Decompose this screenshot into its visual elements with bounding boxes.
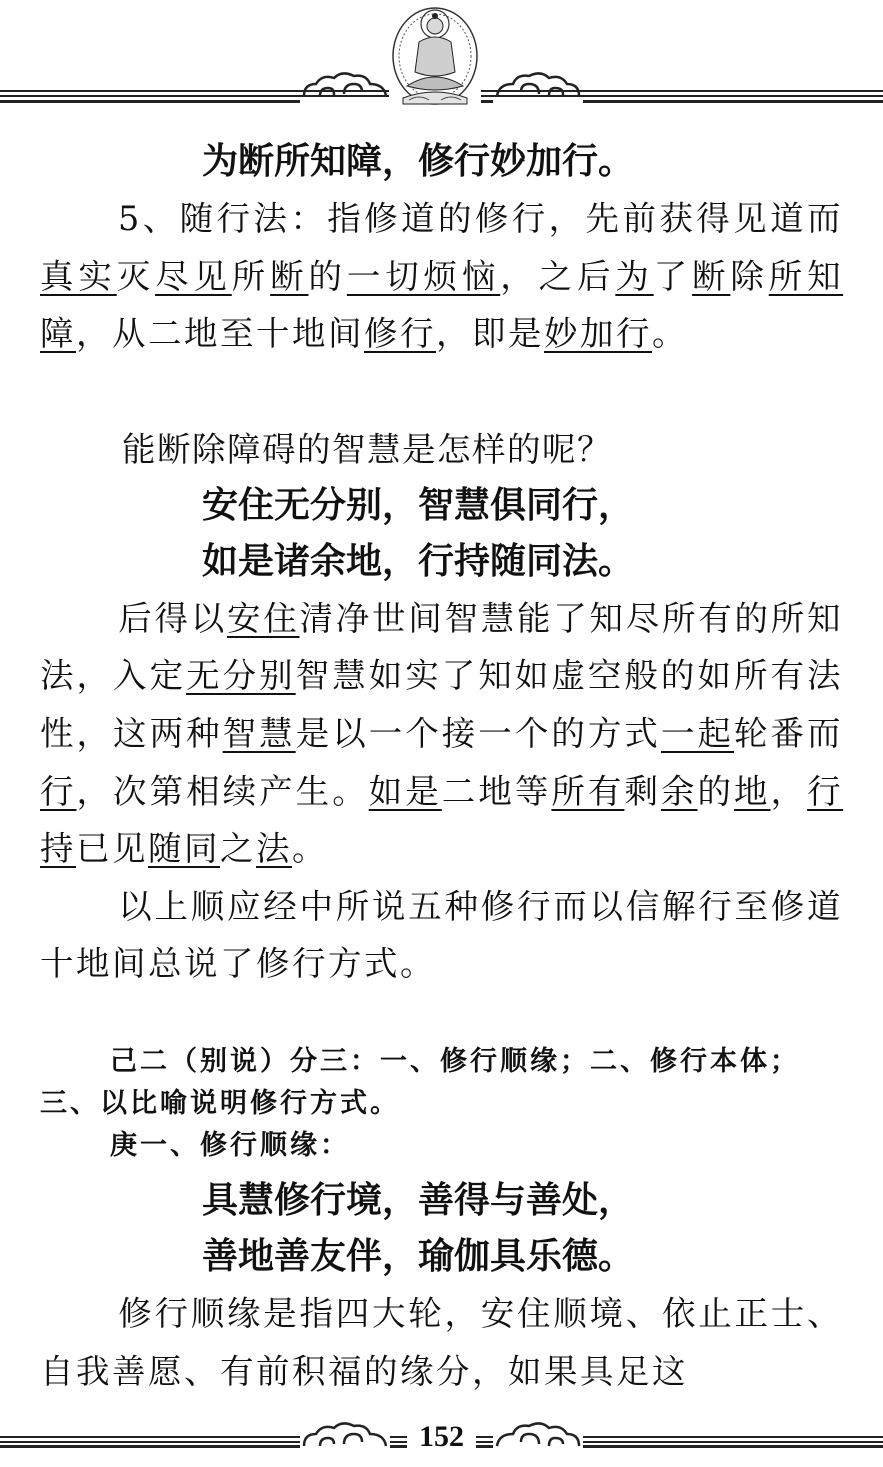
verse-line: 为断所知障，修行妙加行。 [202, 141, 635, 182]
underlined-term: 断 [270, 256, 309, 296]
underlined-term: 尽见 [155, 256, 232, 296]
text-run: 。 [292, 829, 328, 869]
page-content [40, 134, 843, 1400]
text-run: 是以一个接一个的方式 [295, 713, 661, 753]
underlined-term: 修行 [364, 314, 436, 354]
underlined-term: 所知障 [40, 256, 844, 354]
verse-line: 善地善友伴，瑜伽具乐德。 [202, 1235, 635, 1277]
text-run: 清净世间智慧能了知尽所有的所知法，入定 [40, 598, 843, 696]
outline-heading: 己二（别说）分三：一、修行顺缘；二、修行本体；三、以比喻说明修行方式。 [40, 1045, 800, 1119]
underlined-term: 智慧 [222, 713, 296, 753]
text-run: ，从二地至十地间 [76, 314, 364, 354]
text-run: 二地等 [441, 771, 552, 811]
underlined-term: 妙加行 [544, 314, 652, 354]
right-cloud-ornament [493, 66, 583, 106]
text-run: 已见 [76, 829, 148, 869]
underlined-term: 行 [40, 771, 77, 811]
underlined-term: 所有 [551, 771, 625, 811]
question-line: 能断除障碍的智慧是怎样的呢？ [122, 429, 612, 469]
underlined-term: 一起 [660, 713, 734, 753]
underlined-term: 断 [692, 256, 731, 296]
section-subheading: 庚一、修行顺缘： [110, 1129, 350, 1161]
text-run: 轮番而 [734, 713, 844, 753]
underlined-term: 真实 [40, 256, 117, 296]
text-run: 后得以 [118, 598, 227, 638]
text-run: 。 [652, 314, 688, 354]
underlined-term: 法 [256, 829, 292, 869]
commentary-paragraph: 以上顺应经中所说五种修行而以信解行至修道十地间总说了修行方式。 [40, 886, 843, 984]
underlined-term: 余 [660, 771, 698, 811]
underlined-term: 随同 [148, 829, 220, 869]
text-run: 了 [653, 256, 693, 296]
underlined-term: 为 [615, 256, 654, 296]
commentary-paragraph: 修行顺缘是指四大轮，安住顺境、依止正士、自我善愿、有前积福的缘分，如果具足这 [40, 1293, 843, 1391]
buddha-icon [389, 2, 481, 108]
text-run: 除 [730, 256, 769, 296]
text-run: 的 [697, 771, 735, 811]
text-run: 灭 [116, 256, 156, 296]
verse-line: 如是诸余地，行持随同法。 [202, 540, 635, 582]
left-cloud-ornament [300, 66, 390, 106]
text-run: 所 [231, 256, 271, 296]
text-run: ，次第相续产生。 [76, 771, 369, 811]
commentary-paragraph [40, 590, 843, 878]
underlined-term: 无分别 [186, 656, 296, 696]
underlined-term: 地 [734, 771, 771, 811]
text-run: ， [770, 771, 808, 811]
underlined-term: 一切烦恼 [346, 256, 501, 296]
verse-line: 具慧修行境，善得与善处， [202, 1179, 635, 1221]
underlined-term: 行持 [40, 771, 844, 869]
underlined-term: 如是 [368, 771, 442, 811]
text-run: ，之后 [500, 256, 616, 296]
verse-line: 安住无分别，智慧俱同行， [202, 484, 635, 526]
commentary-paragraph [40, 190, 843, 363]
underlined-term: 安住 [227, 598, 300, 638]
text-run: 5、随行法：指修道的修行，先前获得见道而 [118, 199, 843, 238]
page-number: 152 [0, 1420, 883, 1454]
text-run: 的 [308, 256, 347, 296]
text-run: ，即是 [436, 314, 544, 354]
text-run: 之 [220, 829, 256, 869]
text-run: 智慧如实了知如虚空般的如所有法性，这两种 [40, 656, 844, 753]
text-run: 剩 [624, 771, 661, 811]
